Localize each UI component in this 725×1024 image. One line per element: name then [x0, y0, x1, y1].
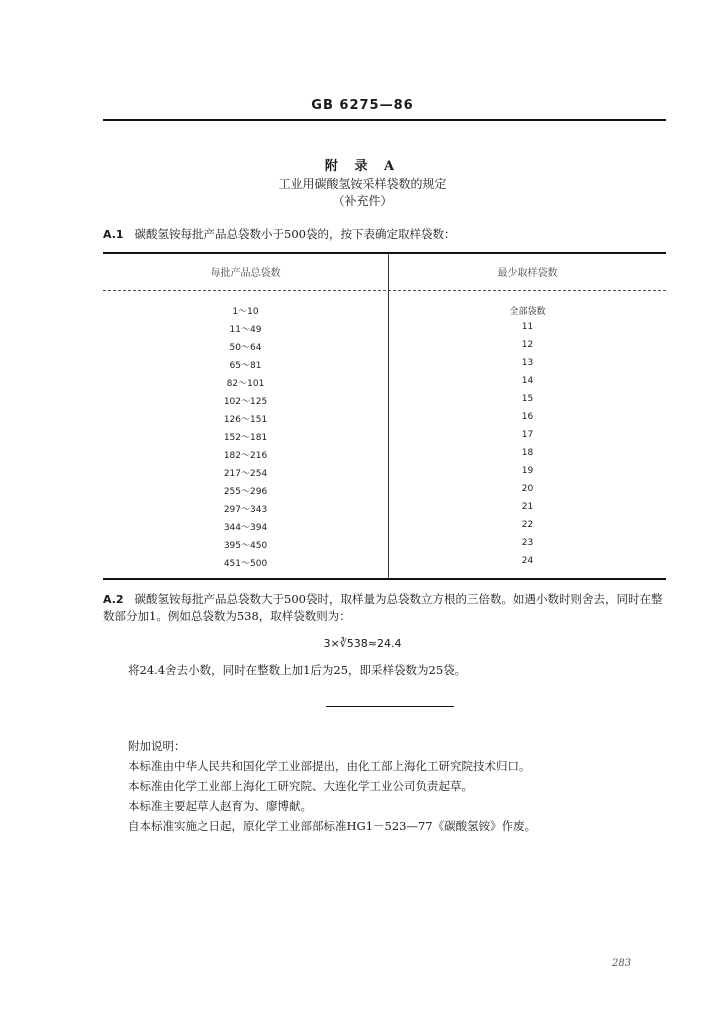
clause-a1-text: 碳酸氢铵每批产品总袋数小于500袋的，按下表确定取样袋数： [134, 227, 456, 241]
clause-a2-number: A.2 [103, 593, 124, 606]
table-cell-count: 18 [521, 448, 534, 458]
table-cell-count: 21 [521, 502, 534, 512]
notes-line: 本标准主要起草人赵育为、廖博献。 [128, 799, 312, 813]
table-cell-count: 24 [521, 556, 534, 566]
table-cell-count: 19 [521, 466, 534, 476]
table-cell-range: 255～296 [223, 487, 268, 497]
table-cell-range: 126～151 [223, 415, 268, 425]
table-header-rule [103, 290, 666, 291]
cube-root-formula: 3×∛538≈24.4 [323, 637, 402, 650]
table-cell-count: 22 [521, 520, 534, 530]
appendix-subtitle: 工业用碳酸氢铵采样袋数的规定 [278, 177, 447, 191]
notes-line: 本标准由化学工业部上海化工研究院、大连化学工业公司负责起草。 [128, 779, 473, 793]
table-cell-count: 23 [521, 538, 534, 548]
table-cell-count: 11 [521, 322, 534, 332]
section-divider [326, 706, 454, 707]
clause-a1-number: A.1 [103, 228, 124, 241]
appendix-note: （补充件） [332, 194, 393, 208]
clause-a1 [103, 226, 666, 243]
table-cell-range: 395～450 [223, 541, 268, 551]
table-cell-count: 15 [521, 394, 534, 404]
table-cell-range: 11～49 [229, 325, 262, 335]
page-number: 283 [612, 958, 632, 969]
table-cell-range: 451～500 [223, 559, 268, 569]
table-cell-range: 344～394 [223, 523, 268, 533]
table-cell-count: 17 [521, 430, 534, 440]
clause-a2 [103, 591, 666, 625]
table-top-rule [103, 252, 666, 254]
table-bottom-rule [103, 578, 666, 580]
table-cell-range: 1～10 [232, 307, 259, 317]
table-header-min-samples: 最少取样袋数 [497, 268, 558, 279]
table-cell-count: 13 [521, 358, 534, 368]
table-cell-range: 217～254 [223, 469, 268, 479]
additional-notes [128, 736, 668, 836]
table-cell-count: 16 [521, 412, 534, 422]
table-cell-count: 14 [521, 376, 534, 386]
table-cell-range: 102～125 [223, 397, 268, 407]
table-cell-range: 50～64 [229, 343, 262, 353]
appendix-title: 附 录 A [324, 159, 401, 174]
table-cell-range: 182～216 [223, 451, 268, 461]
table-cell-range: 82～101 [226, 379, 265, 389]
table-cell-count: 全部袋数 [509, 307, 546, 317]
notes-line: 自本标准实施之日起，原化学工业部部标准HG1－523—77《碳酸氢铵》作废。 [128, 819, 537, 833]
table-cell-range: 297～343 [223, 505, 268, 515]
table-header-total-bags: 每批产品总袋数 [210, 268, 281, 279]
table-cell-count: 20 [521, 484, 534, 494]
table-cell-range: 152～181 [223, 433, 268, 443]
notes-heading: 附加说明： [128, 739, 186, 753]
header-rule [103, 119, 666, 121]
clause-a2-text: 碳酸氢铵每批产品总袋数大于500袋时，取样量为总袋数立方根的三倍数。如遇小数时则舍去，同时在整数部分加1。例如总袋数为538，取样袋数则为： [103, 592, 663, 623]
clause-a2-result: 将24.4舍去小数，同时在整数上加1后为25，即采样袋数为25袋。 [128, 663, 467, 677]
table-cell-count: 12 [521, 340, 534, 350]
table-cell-range: 65～81 [229, 361, 262, 371]
standard-code: GB 6275—86 [311, 98, 414, 113]
notes-line: 本标准由中华人民共和国化学工业部提出，由化工部上海化工研究院技术归口。 [128, 759, 531, 773]
